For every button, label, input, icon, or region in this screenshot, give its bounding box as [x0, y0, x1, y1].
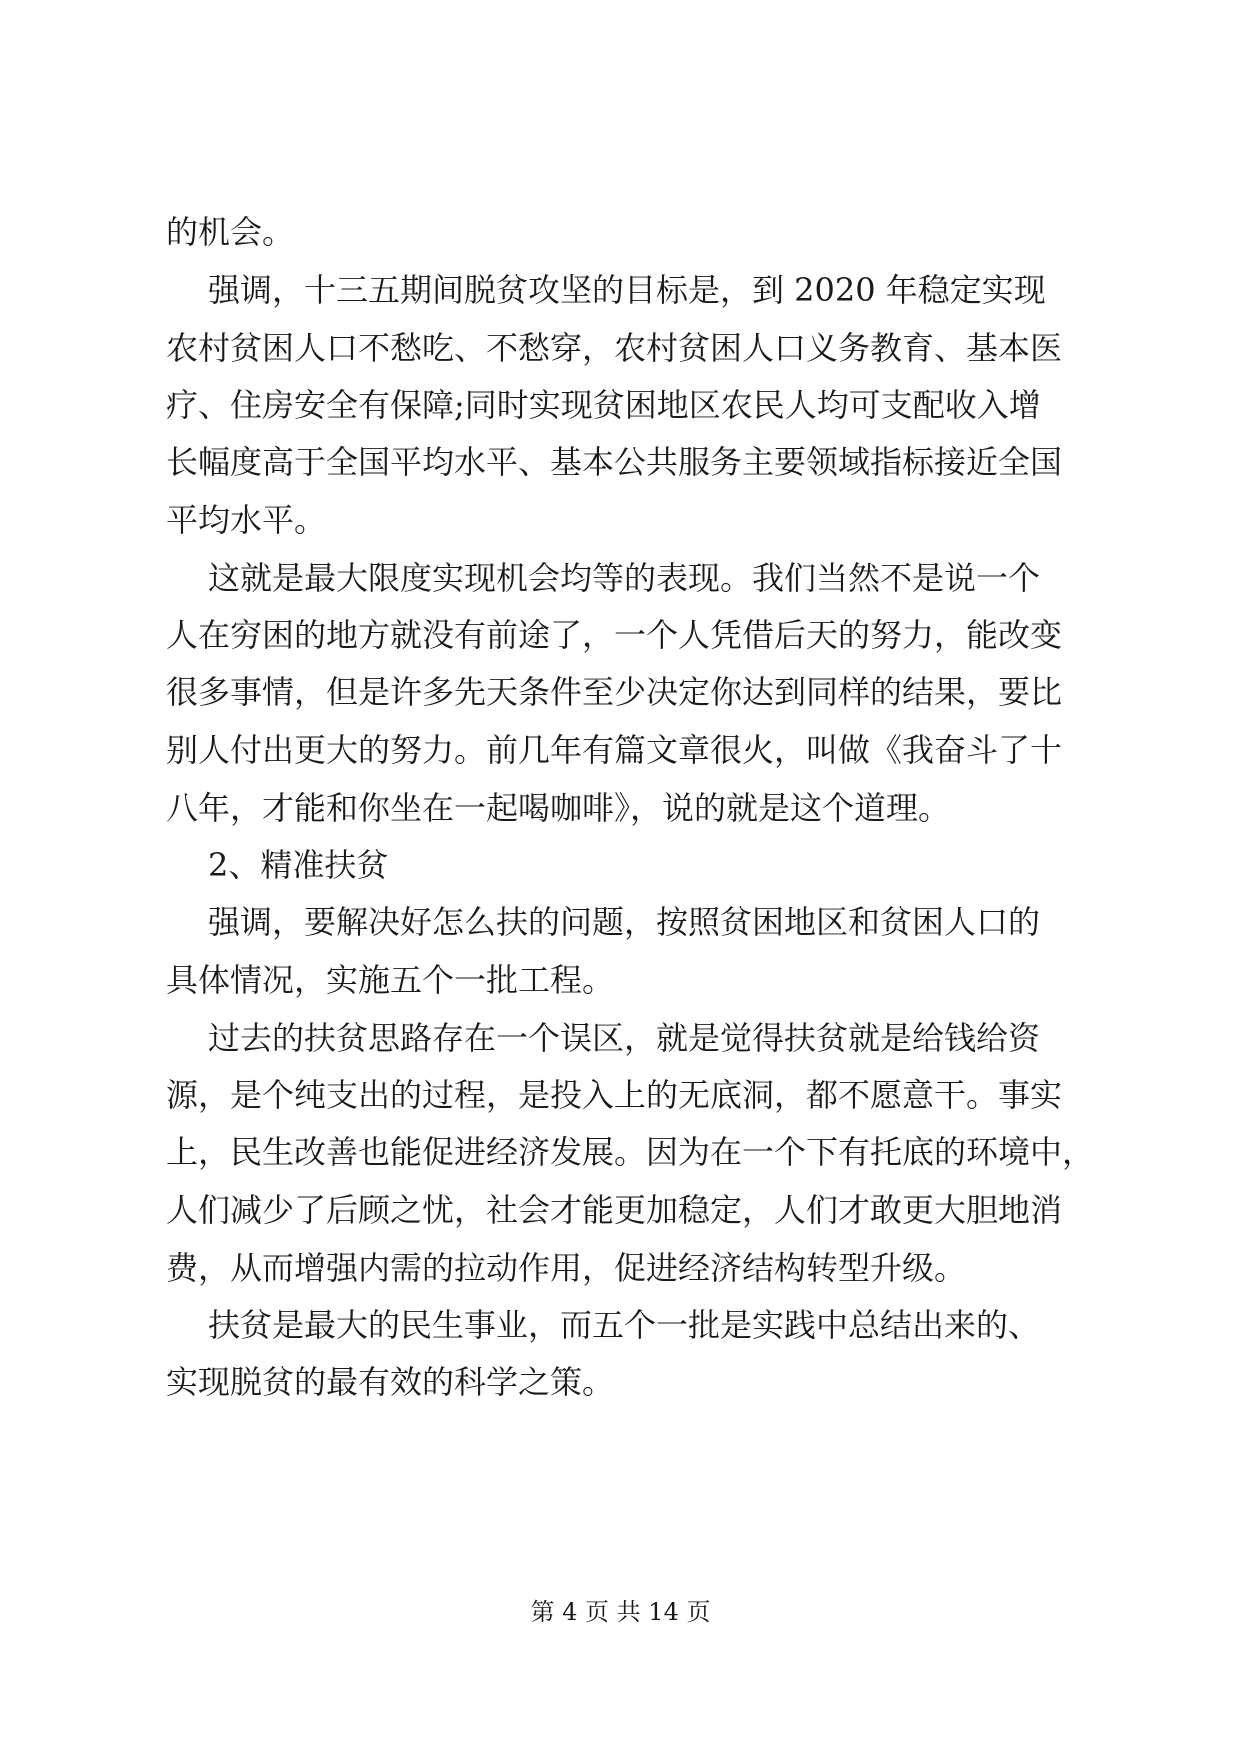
text-line: 很多事情，但是许多先天条件至少决定你达到同样的结果，要比 — [166, 673, 1063, 711]
paragraph-first-line: 扶贫是最大的民生事业，而五个一批是实践中总结出来的、 — [208, 1306, 1041, 1344]
page-number-footer: 第 4 页 共 14 页 — [530, 1598, 711, 1626]
paragraph-first-line: 强调，十三五期间脱贫攻坚的目标是，到 2020 年稳定实现 — [208, 271, 1046, 309]
text-line: 八年，才能和你坐在一起喝咖啡》，说的就是这个道理。 — [166, 789, 951, 827]
section-heading: 2、精准扶贫 — [208, 846, 389, 884]
text-line: 长幅度高于全国平均水平、基本公共服务主要领域指标接近全国 — [166, 443, 1063, 481]
text-line: 源，是个纯支出的过程，是投入上的无底洞，都不愿意干。事实 — [166, 1076, 1063, 1114]
paragraph-first-line: 这就是最大限度实现机会均等的表现。我们当然不是说一个 — [208, 559, 1041, 597]
text-line: 具体情况，实施五个一批工程。 — [166, 961, 615, 999]
text-line: 上，民生改善也能促进经济发展。因为在一个下有托底的环境中， — [166, 1133, 1095, 1171]
paragraph-first-line: 过去的扶贫思路存在一个误区，就是觉得扶贫就是给钱给资 — [208, 1019, 1041, 1057]
text-line: 实现脱贫的最有效的科学之策。 — [166, 1363, 615, 1401]
text-line: 人在穷困的地方就没有前途了，一个人凭借后天的努力，能改变 — [166, 616, 1063, 654]
text-line: 的机会。 — [166, 213, 295, 251]
text-line: 平均水平。 — [166, 501, 327, 539]
text-line: 别人付出更大的努力。前几年有篇文章很火，叫做《我奋斗了十 — [166, 731, 1063, 769]
text-line: 疗、住房安全有保障;同时实现贫困地区农民人均可支配收入增 — [166, 386, 1041, 424]
text-line: 人们减少了后顾之忧，社会才能更加稳定，人们才敢更大胆地消 — [166, 1191, 1063, 1229]
paragraph-first-line: 强调，要解决好怎么扶的问题，按照贫困地区和贫困人口的 — [208, 903, 1041, 941]
text-line: 费，从而增强内需的拉动作用，促进经济结构转型升级。 — [166, 1249, 967, 1287]
text-line: 农村贫困人口不愁吃、不愁穿，农村贫困人口义务教育、基本医 — [166, 329, 1063, 367]
